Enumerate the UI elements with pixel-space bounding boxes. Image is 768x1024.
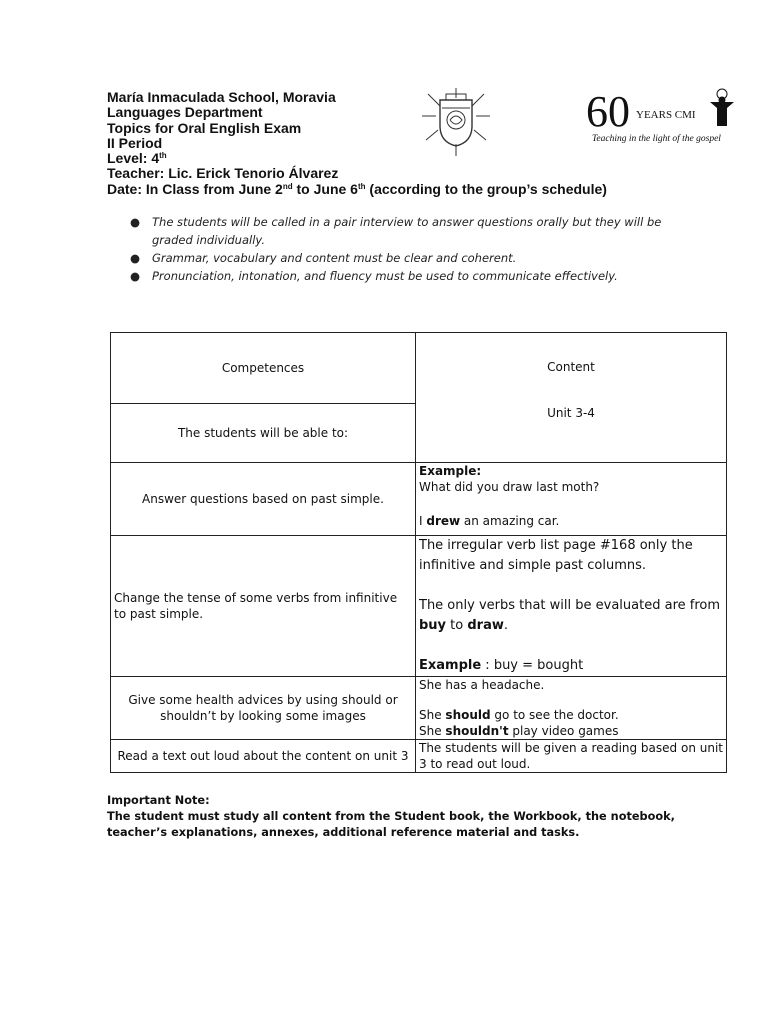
table-row	[111, 740, 727, 773]
level	[107, 151, 667, 166]
competences-heading: Competences	[111, 333, 416, 404]
logo-years: YEARS CMI	[636, 109, 696, 121]
able-to-heading: The students will be able to:	[111, 404, 416, 463]
competences-table	[110, 332, 727, 773]
date-part-c: (according to the group’s schedule)	[365, 180, 607, 197]
table-row	[111, 536, 727, 677]
date-part-b: to June 6	[292, 180, 358, 197]
unit-heading: Unit 3-4	[547, 406, 595, 420]
important-note	[107, 793, 677, 841]
level-sup: th	[159, 151, 167, 161]
school-name: María Inmaculada School, Moravia	[107, 89, 336, 105]
content-cell	[416, 677, 727, 740]
example-answer: I drew an amazing car.	[419, 514, 560, 528]
angel-icon	[710, 89, 734, 126]
level-text: Level: 4	[107, 150, 160, 167]
exam-date	[107, 182, 667, 197]
example-question: What did you draw last moth?	[419, 480, 600, 494]
logo-motto: Teaching in the light of the gospel	[592, 134, 721, 144]
verb-list-text: The irregular verb list page #168 only the infinitive and simple past columns.	[419, 538, 693, 573]
date-sup-2: th	[357, 181, 366, 191]
verb-example: Example : buy = bought	[419, 658, 584, 673]
note-body: The student must study all content from the Student book, the Workbook, the notebook, teacher’s explanations, annexes, additional reference material and tasks.	[107, 810, 675, 839]
table-row	[111, 677, 727, 740]
advice-situation: She has a headache.	[419, 678, 545, 692]
advice-should: She should go to see the doctor.	[419, 708, 619, 722]
content-cell	[416, 536, 727, 677]
bullet-text: The students will be called in a pair interview to answer questions orally but they will be graded individually.	[152, 215, 662, 247]
list-item: ● The students will be called in a pair interview to answer questions orally but they will be graded individually.	[130, 215, 662, 247]
logo-number: 60	[586, 87, 630, 136]
exam-topic: Topics for Oral English Exam	[107, 119, 302, 136]
date-sup-1: nd	[282, 181, 293, 191]
content-heading: Content	[547, 360, 595, 374]
content-heading-cell	[416, 333, 727, 463]
advice-shouldnt: She shouldn't play video games	[419, 724, 619, 738]
list-item: ● Grammar, vocabulary and content must be clear and coherent.	[130, 251, 517, 265]
sixty-years-logo	[586, 86, 746, 146]
content-cell: The students will be given a reading based on unit 3 to read out loud.	[416, 740, 727, 773]
competence-cell: Read a text out loud about the content on unit 3	[111, 740, 416, 773]
document-header	[107, 90, 667, 197]
competence-cell: Change the tense of some verbs from infinitive to past simple.	[111, 536, 416, 677]
table-row	[111, 463, 727, 536]
bullet-text: Grammar, vocabulary and content must be clear and coherent.	[152, 251, 517, 265]
note-title: Important Note:	[107, 794, 210, 807]
list-item: ● Pronunciation, intonation, and fluency must be used to communicate effectively.	[130, 269, 618, 283]
competence-cell: Give some health advices by using should or shouldn’t by looking some images	[111, 677, 416, 740]
example-label: Example:	[419, 464, 482, 478]
table-header-row	[111, 333, 727, 404]
content-cell	[416, 463, 727, 536]
teacher-name: Teacher: Lic. Erick Tenorio Álvarez	[107, 165, 339, 182]
competence-cell: Answer questions based on past simple.	[111, 463, 416, 536]
school-crest-icon	[416, 86, 496, 158]
instructions-list	[128, 213, 688, 285]
period: II Period	[107, 134, 163, 151]
department-name: Languages Department	[107, 104, 263, 121]
bullet-text: Pronunciation, intonation, and fluency must be used to communicate effectively.	[152, 269, 618, 283]
verbs-range-text: The only verbs that will be evaluated are from buy to draw.	[419, 598, 721, 633]
date-part-a: Date: In Class from June 2	[107, 180, 283, 197]
